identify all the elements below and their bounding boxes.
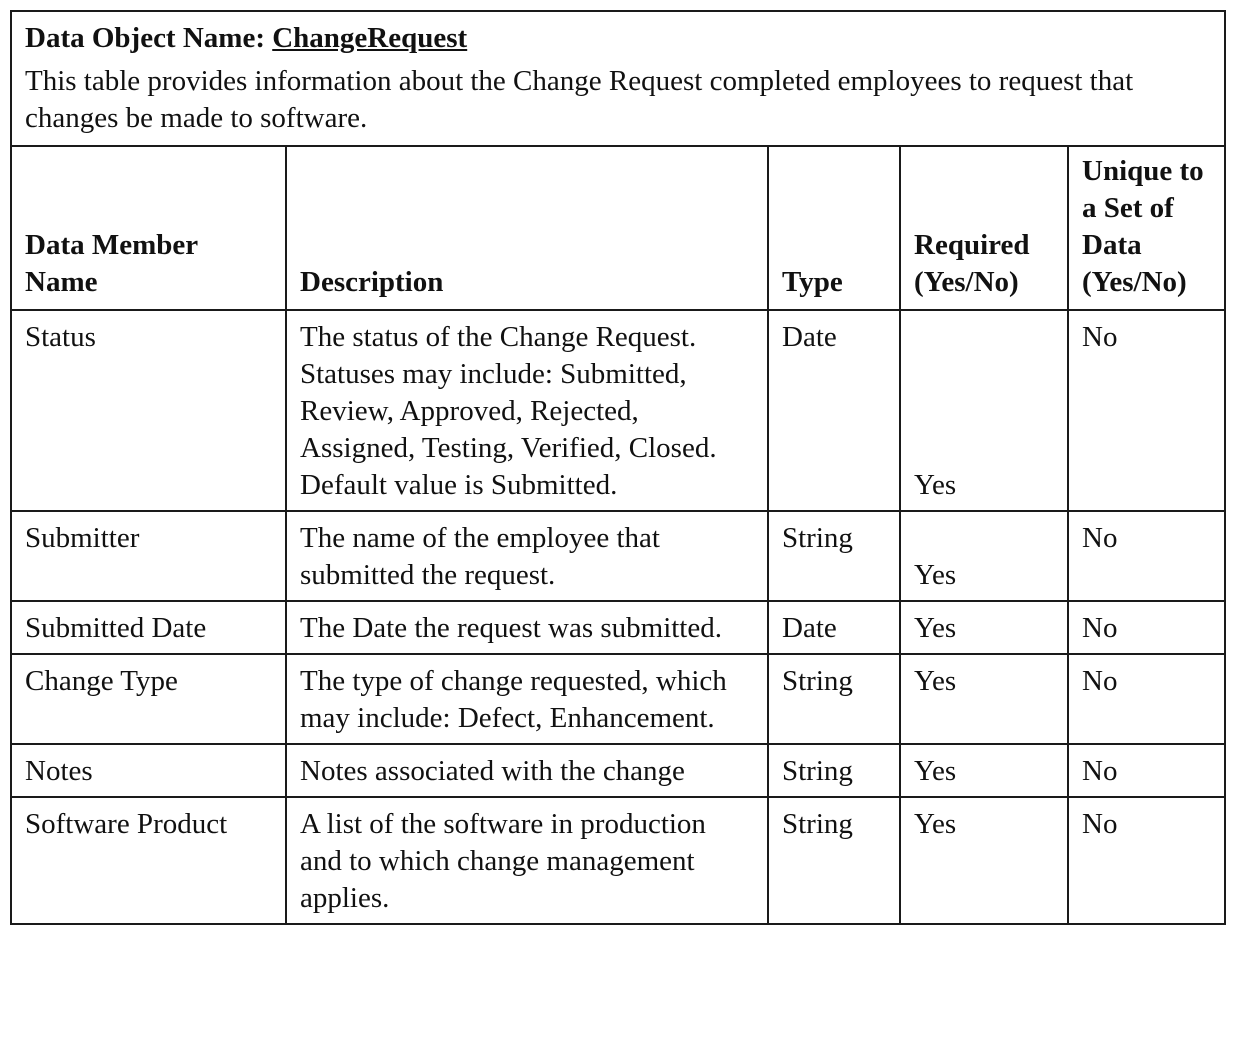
cell-required: Yes bbox=[900, 744, 1068, 797]
table-row bbox=[11, 797, 1225, 924]
cell-unique: No bbox=[1068, 511, 1225, 601]
cell-name: Notes bbox=[11, 744, 286, 797]
table-row bbox=[11, 310, 1225, 511]
cell-unique: No bbox=[1068, 654, 1225, 744]
column-header-description: Description bbox=[286, 146, 768, 310]
cell-name: Submitted Date bbox=[11, 601, 286, 654]
column-header-required: Required (Yes/No) bbox=[900, 146, 1068, 310]
table-row bbox=[11, 744, 1225, 797]
cell-type: String bbox=[768, 744, 900, 797]
cell-description: A list of the software in production and to which change management applies. bbox=[286, 797, 768, 924]
cell-description: The Date the request was submitted. bbox=[286, 601, 768, 654]
cell-required: Yes bbox=[900, 797, 1068, 924]
object-header-row bbox=[11, 11, 1225, 146]
column-header-type: Type bbox=[768, 146, 900, 310]
cell-description: The status of the Change Request. Statuses may include: Submitted, Review, Approved, Rejected, Assigned, Testing, Verified, Closed. Default value is Submitted. bbox=[286, 310, 768, 511]
object-label: Data Object Name: bbox=[25, 22, 265, 54]
cell-description: Notes associated with the change bbox=[286, 744, 768, 797]
cell-required: Yes bbox=[900, 511, 1068, 601]
object-description: This table provides information about the Change Request completed employees to request that changes be made to software. bbox=[25, 65, 1134, 134]
cell-unique: No bbox=[1068, 601, 1225, 654]
cell-type: Date bbox=[768, 601, 900, 654]
cell-unique: No bbox=[1068, 744, 1225, 797]
cell-name: Change Type bbox=[11, 654, 286, 744]
cell-required: Yes bbox=[900, 310, 1068, 511]
cell-type: String bbox=[768, 511, 900, 601]
cell-type: String bbox=[768, 654, 900, 744]
data-object-table bbox=[10, 10, 1226, 925]
column-header-row bbox=[11, 146, 1225, 310]
cell-description: The type of change requested, which may include: Defect, Enhancement. bbox=[286, 654, 768, 744]
object-header-cell bbox=[11, 11, 1225, 146]
cell-unique: No bbox=[1068, 797, 1225, 924]
table-row bbox=[11, 601, 1225, 654]
object-name: ChangeRequest bbox=[272, 22, 468, 54]
cell-name: Software Product bbox=[11, 797, 286, 924]
cell-type: Date bbox=[768, 310, 900, 511]
object-title bbox=[25, 20, 1211, 57]
cell-description: The name of the employee that submitted the request. bbox=[286, 511, 768, 601]
cell-unique: No bbox=[1068, 310, 1225, 511]
table-row bbox=[11, 654, 1225, 744]
cell-name: Submitter bbox=[11, 511, 286, 601]
table-row bbox=[11, 511, 1225, 601]
cell-required: Yes bbox=[900, 654, 1068, 744]
cell-type: String bbox=[768, 797, 900, 924]
cell-required: Yes bbox=[900, 601, 1068, 654]
cell-name: Status bbox=[11, 310, 286, 511]
column-header-unique: Unique to a Set of Data (Yes/No) bbox=[1068, 146, 1225, 310]
column-header-name: Data Member Name bbox=[11, 146, 286, 310]
